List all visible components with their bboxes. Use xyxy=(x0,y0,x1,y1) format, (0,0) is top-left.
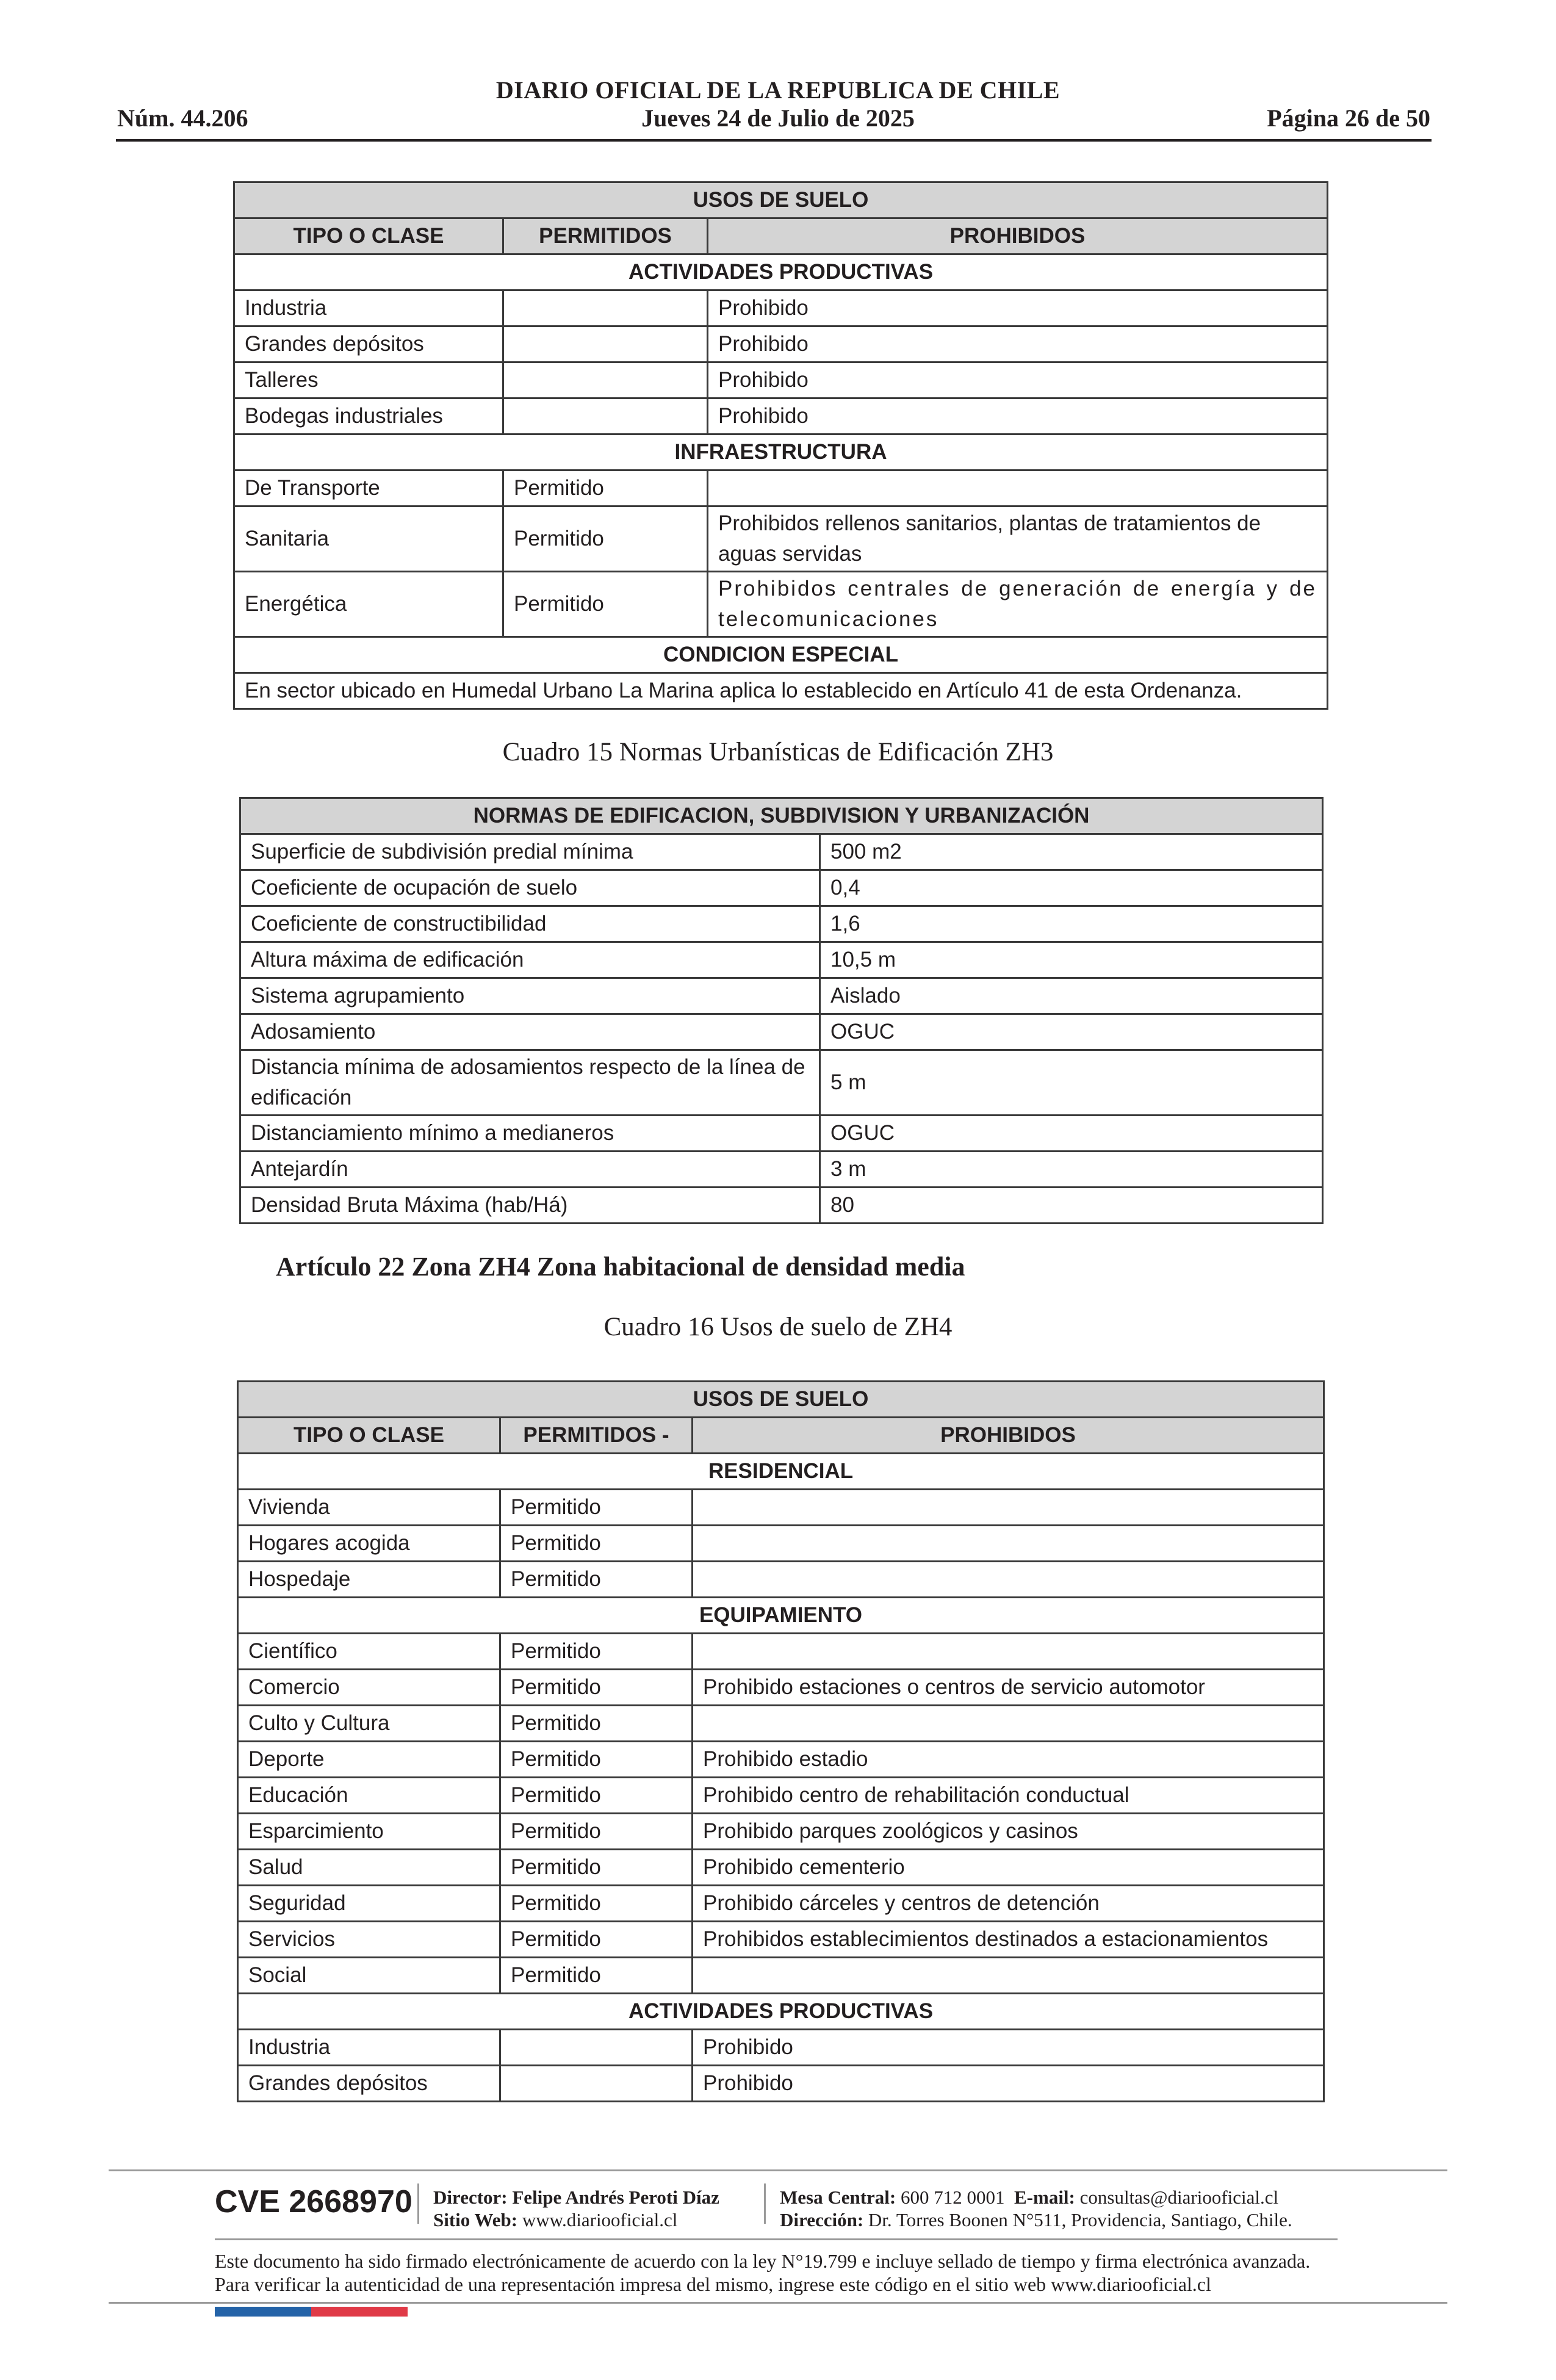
director-line xyxy=(433,2186,719,2209)
tipo-cell: Talleres xyxy=(234,362,503,398)
tipo-cell: Comercio xyxy=(238,1670,500,1706)
issue-date: Jueves 24 de Julio de 2025 xyxy=(641,104,915,132)
building-norms-table-zh3 xyxy=(239,797,1324,1224)
tipo-cell: Culto y Cultura xyxy=(238,1706,500,1742)
cve-code: CVE 2668970 xyxy=(215,2184,412,2220)
director-block xyxy=(433,2186,719,2231)
table-row xyxy=(238,1526,1324,1562)
footer-rule xyxy=(109,2169,1447,2171)
permitidos-cell xyxy=(503,398,708,435)
section-row xyxy=(238,1598,1324,1634)
permitidos-cell: Permitido xyxy=(500,1670,693,1706)
article-heading: Artículo 22 Zona ZH4 Zona habitacional de densidad media xyxy=(276,1252,965,1282)
legal-notice: Este documento ha sido firmado electrónicamente de acuerdo con la ley N°19.799 e incluye sellado de tiempo y firma electrónica avanzada. Para verificar la autenticidad de una representación impresa del mismo, ingrese este código en el sitio web www.diariooficial.cl xyxy=(215,2250,1311,2295)
section-title: CONDICION ESPECIAL xyxy=(234,637,1328,673)
permitidos-cell: Permitido xyxy=(500,1922,693,1958)
table-row xyxy=(238,1850,1324,1886)
tipo-cell: Industria xyxy=(238,2030,500,2066)
mesa-phone: 600 712 0001 xyxy=(901,2187,1005,2208)
section-row xyxy=(238,1454,1324,1490)
table-row xyxy=(240,942,1323,978)
tipo-cell: Científico xyxy=(238,1634,500,1670)
norm-label: Distancia mínima de adosamientos respecto de la línea de edificación xyxy=(240,1050,820,1116)
table-row xyxy=(240,978,1323,1014)
prohibidos-cell: Prohibido cementerio xyxy=(693,1850,1324,1886)
table-row xyxy=(238,1958,1324,1994)
table-row xyxy=(238,1562,1324,1598)
norm-value: 5 m xyxy=(820,1050,1323,1116)
permitidos-cell xyxy=(503,290,708,326)
tipo-cell: Social xyxy=(238,1958,500,1994)
permitidos-cell: Permitido xyxy=(500,1886,693,1922)
site-label: Sitio Web: xyxy=(433,2209,518,2230)
permitidos-cell xyxy=(503,362,708,398)
table-row xyxy=(238,1670,1324,1706)
norm-label: Coeficiente de ocupación de suelo xyxy=(240,870,820,906)
table-row xyxy=(234,572,1328,637)
prohibidos-cell xyxy=(708,471,1328,507)
tipo-cell: Esparcimiento xyxy=(238,1814,500,1850)
norm-label: Adosamiento xyxy=(240,1014,820,1050)
norm-value: 500 m2 xyxy=(820,834,1323,870)
table-header-row xyxy=(234,218,1328,254)
table-row xyxy=(238,1634,1324,1670)
contact-block xyxy=(780,2186,1292,2231)
norm-label: Coeficiente de constructibilidad xyxy=(240,906,820,942)
page-number: Página 26 de 50 xyxy=(1267,104,1430,132)
table-row xyxy=(240,1188,1323,1224)
tipo-cell: Salud xyxy=(238,1850,500,1886)
table-caption: Cuadro 15 Normas Urbanísticas de Edificación ZH3 xyxy=(502,738,1054,766)
table-title: USOS DE SUELO xyxy=(234,182,1328,218)
norm-label: Distanciamiento mínimo a medianeros xyxy=(240,1116,820,1152)
prohibidos-cell: Prohibido cárceles y centros de detención xyxy=(693,1886,1324,1922)
column-header: PERMITIDOS xyxy=(503,218,708,254)
tipo-cell: Vivienda xyxy=(238,1490,500,1526)
tipo-cell: Grandes depósitos xyxy=(234,326,503,362)
prohibidos-cell: Prohibido estaciones o centros de servicio automotor xyxy=(693,1670,1324,1706)
permitidos-cell xyxy=(500,2030,693,2066)
column-header: PROHIBIDOS xyxy=(708,218,1328,254)
permitidos-cell: Permitido xyxy=(500,1490,693,1526)
address-label: Dirección: xyxy=(780,2209,864,2230)
issue-number: Núm. 44.206 xyxy=(117,104,248,132)
tipo-cell: Hospedaje xyxy=(238,1562,500,1598)
section-row xyxy=(234,435,1328,471)
table-row xyxy=(234,326,1328,362)
norm-value: 1,6 xyxy=(820,906,1323,942)
table-row xyxy=(234,398,1328,435)
flag-bar-blue xyxy=(215,2307,311,2317)
norm-value: OGUC xyxy=(820,1116,1323,1152)
section-row xyxy=(234,254,1328,290)
land-use-table-zh4 xyxy=(237,1380,1325,2102)
prohibidos-cell: Prohibidos rellenos sanitarios, plantas de tratamientos de aguas servidas xyxy=(708,507,1328,572)
norm-label: Antejardín xyxy=(240,1152,820,1188)
permitidos-cell: Permitido xyxy=(503,572,708,637)
section-title: ACTIVIDADES PRODUCTIVAS xyxy=(238,1994,1324,2030)
tipo-cell: Deporte xyxy=(238,1742,500,1778)
footer-divider xyxy=(417,2183,419,2224)
permitidos-cell: Permitido xyxy=(500,1958,693,1994)
prohibidos-cell: Prohibidos centrales de generación de energía y de telecomunicaciones xyxy=(708,572,1328,637)
table-title: NORMAS DE EDIFICACION, SUBDIVISION Y URBANIZACIÓN xyxy=(240,798,1323,834)
prohibidos-cell: Prohibido xyxy=(693,2066,1324,2102)
permitidos-cell: Permitido xyxy=(500,1526,693,1562)
permitidos-cell: Permitido xyxy=(500,1634,693,1670)
table-row xyxy=(234,290,1328,326)
column-header: TIPO O CLASE xyxy=(238,1418,500,1454)
special-condition-text: En sector ubicado en Humedal Urbano La Marina aplica lo establecido en Artículo 41 de esta Ordenanza. xyxy=(234,673,1328,709)
table-row xyxy=(240,1152,1323,1188)
table-row xyxy=(238,2066,1324,2102)
permitidos-cell: Permitido xyxy=(500,1706,693,1742)
land-use-table-zh3 xyxy=(233,181,1328,710)
phone-line xyxy=(780,2186,1292,2209)
table-header-row xyxy=(238,1418,1324,1454)
table-row xyxy=(240,1014,1323,1050)
table-title: USOS DE SUELO xyxy=(238,1382,1324,1418)
header-rule xyxy=(116,139,1432,142)
table-row xyxy=(238,1490,1324,1526)
prohibidos-cell xyxy=(693,1706,1324,1742)
address-text: Dr. Torres Boonen N°511, Providencia, Santiago, Chile. xyxy=(868,2209,1292,2230)
table-title-row xyxy=(240,798,1323,834)
prohibidos-cell: Prohibido xyxy=(708,290,1328,326)
table-row xyxy=(238,1778,1324,1814)
prohibidos-cell: Prohibidos establecimientos destinados a estacionamientos xyxy=(693,1922,1324,1958)
norm-value: 10,5 m xyxy=(820,942,1323,978)
site-link[interactable]: www.diariooficial.cl xyxy=(522,2209,678,2230)
email-link[interactable]: consultas@diariooficial.cl xyxy=(1079,2187,1279,2208)
table-row xyxy=(234,673,1328,709)
director-name: Felipe Andrés Peroti Díaz xyxy=(512,2187,719,2208)
flag-bar-red xyxy=(311,2307,408,2317)
prohibidos-cell: Prohibido parques zoológicos y casinos xyxy=(693,1814,1324,1850)
permitidos-cell: Permitido xyxy=(500,1778,693,1814)
director-label: Director: xyxy=(433,2187,508,2208)
column-header: PROHIBIDOS xyxy=(693,1418,1324,1454)
tipo-cell: Energética xyxy=(234,572,503,637)
tipo-cell: Sanitaria xyxy=(234,507,503,572)
mesa-label: Mesa Central: xyxy=(780,2187,896,2208)
table-row xyxy=(238,1742,1324,1778)
section-row xyxy=(234,637,1328,673)
tipo-cell: Hogares acogida xyxy=(238,1526,500,1562)
permitidos-cell: Permitido xyxy=(503,471,708,507)
permitidos-cell: Permitido xyxy=(500,1742,693,1778)
norm-value: 3 m xyxy=(820,1152,1323,1188)
tipo-cell: Industria xyxy=(234,290,503,326)
table-row xyxy=(238,2030,1324,2066)
table-row xyxy=(240,834,1323,870)
tipo-cell: Grandes depósitos xyxy=(238,2066,500,2102)
prohibidos-cell: Prohibido centro de rehabilitación conductual xyxy=(693,1778,1324,1814)
prohibidos-cell: Prohibido estadio xyxy=(693,1742,1324,1778)
email-label: E-mail: xyxy=(1014,2187,1075,2208)
permitidos-cell: Permitido xyxy=(500,1850,693,1886)
table-row xyxy=(238,1886,1324,1922)
section-row xyxy=(238,1994,1324,2030)
norm-value: OGUC xyxy=(820,1014,1323,1050)
table-caption: Cuadro 16 Usos de suelo de ZH4 xyxy=(603,1313,953,1341)
table-title-row xyxy=(238,1382,1324,1418)
permitidos-cell xyxy=(503,326,708,362)
norm-label: Altura máxima de edificación xyxy=(240,942,820,978)
column-header: TIPO O CLASE xyxy=(234,218,503,254)
norm-label: Superficie de subdivisión predial mínima xyxy=(240,834,820,870)
permitidos-cell: Permitido xyxy=(503,507,708,572)
section-title: RESIDENCIAL xyxy=(238,1454,1324,1490)
tipo-cell: Educación xyxy=(238,1778,500,1814)
site-line xyxy=(433,2209,719,2231)
footer-divider xyxy=(764,2183,766,2224)
tipo-cell: Bodegas industriales xyxy=(234,398,503,435)
section-title: ACTIVIDADES PRODUCTIVAS xyxy=(234,254,1328,290)
norm-label: Sistema agrupamiento xyxy=(240,978,820,1014)
table-row xyxy=(238,1814,1324,1850)
prohibidos-cell: Prohibido xyxy=(693,2030,1324,2066)
prohibidos-cell xyxy=(693,1526,1324,1562)
prohibidos-cell xyxy=(693,1562,1324,1598)
footer-rule xyxy=(109,2302,1447,2304)
norm-value: Aislado xyxy=(820,978,1323,1014)
prohibidos-cell xyxy=(693,1634,1324,1670)
table-row xyxy=(240,1050,1323,1116)
tipo-cell: Seguridad xyxy=(238,1886,500,1922)
table-row xyxy=(238,1706,1324,1742)
prohibidos-cell xyxy=(693,1958,1324,1994)
norm-value: 80 xyxy=(820,1188,1323,1224)
prohibidos-cell: Prohibido xyxy=(708,362,1328,398)
norm-label: Densidad Bruta Máxima (hab/Há) xyxy=(240,1188,820,1224)
table-row xyxy=(238,1922,1324,1958)
table-row xyxy=(240,906,1323,942)
column-header: PERMITIDOS - xyxy=(500,1418,693,1454)
address-line xyxy=(780,2209,1292,2231)
table-row xyxy=(240,1116,1323,1152)
newspaper-title: DIARIO OFICIAL DE LA REPUBLICA DE CHILE xyxy=(495,76,1061,104)
tipo-cell: Servicios xyxy=(238,1922,500,1958)
permitidos-cell xyxy=(500,2066,693,2102)
permitidos-cell: Permitido xyxy=(500,1562,693,1598)
table-title-row xyxy=(234,182,1328,218)
section-title: INFRAESTRUCTURA xyxy=(234,435,1328,471)
prohibidos-cell: Prohibido xyxy=(708,326,1328,362)
prohibidos-cell xyxy=(693,1490,1324,1526)
table-row xyxy=(234,507,1328,572)
table-row xyxy=(234,362,1328,398)
prohibidos-cell: Prohibido xyxy=(708,398,1328,435)
section-title: EQUIPAMIENTO xyxy=(238,1598,1324,1634)
table-row xyxy=(234,471,1328,507)
footer-rule xyxy=(215,2238,1338,2240)
tipo-cell: De Transporte xyxy=(234,471,503,507)
norm-value: 0,4 xyxy=(820,870,1323,906)
table-row xyxy=(240,870,1323,906)
permitidos-cell: Permitido xyxy=(500,1814,693,1850)
